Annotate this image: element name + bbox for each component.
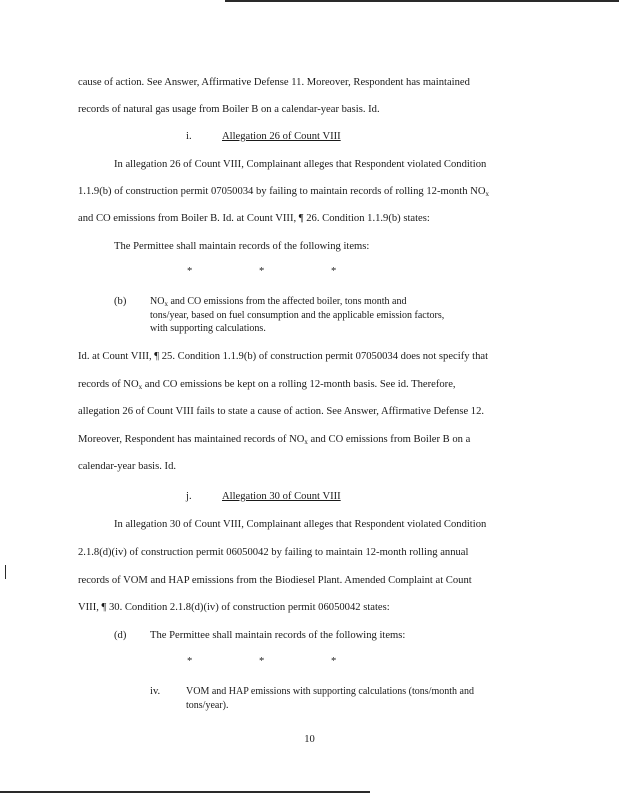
text-span: 1.1.9(b) of construction permit 07050034 by failing to maintain records of rolling 12-month NO	[78, 186, 486, 197]
star: *	[331, 656, 337, 667]
subscript: x	[138, 383, 143, 391]
section-j-number: j.	[186, 491, 192, 502]
body-line-13: 2.1.8(d)(iv) of construction permit 06050042 by failing to maintain 12-month rolling annual	[78, 547, 469, 558]
text-span: records of NO	[78, 379, 139, 390]
section-i-heading: Allegation 26 of Count VIII	[222, 131, 341, 142]
quote-2-line: The Permittee shall maintain records of the following items:	[150, 630, 406, 641]
quote-1-line-3: with supporting calculations.	[150, 323, 266, 334]
star: *	[187, 656, 193, 667]
quote-1-label: (b)	[114, 296, 127, 307]
top-rule	[225, 0, 619, 2]
star: *	[331, 266, 337, 277]
section-j-heading: Allegation 30 of Count VIII	[222, 491, 341, 502]
body-line-11: calendar-year basis. Id.	[78, 461, 177, 472]
quote-3-line-2: tons/year).	[186, 700, 229, 711]
body-line-10	[78, 433, 470, 449]
section-i-number: i.	[186, 131, 192, 142]
text-span: and CO emissions be kept on a rolling 12-month basis. See id. Therefore,	[142, 379, 456, 390]
left-edge-mark	[5, 565, 6, 579]
quote-3-line-1: VOM and HAP emissions with supporting calculations (tons/month and	[186, 686, 474, 697]
body-line-12: In allegation 30 of Count VIII, Complainant alleges that Respondent violated Condition	[114, 519, 487, 530]
quote-1-line-2: tons/year, based on fuel consumption and the applicable emission factors,	[150, 310, 445, 321]
star: *	[259, 266, 265, 277]
body-line-14: records of VOM and HAP emissions from the Biodiesel Plant. Amended Complaint at Count	[78, 575, 472, 586]
text-span: Moreover, Respondent has maintained records of NO	[78, 434, 305, 445]
body-line-8	[78, 378, 456, 394]
text-span: and CO emissions from Boiler B on a	[307, 434, 471, 445]
page-number: 10	[304, 734, 315, 745]
text-span: and CO emissions from the affected boiler, tons month and	[167, 296, 407, 307]
body-line-1: cause of action. See Answer, Affirmative Defense 11. Moreover, Respondent has maintained	[78, 77, 470, 88]
text-span: NO	[150, 296, 165, 307]
body-line-6: The Permittee shall maintain records of the following items:	[114, 241, 370, 252]
body-line-5: and CO emissions from Boiler B. Id. at Count VIII, ¶ 26. Condition 1.1.9(b) states:	[78, 213, 430, 224]
body-line-3: In allegation 26 of Count VIII, Complainant alleges that Respondent violated Condition	[114, 159, 487, 170]
body-line-9: allegation 26 of Count VIII fails to state a cause of action. See Answer, Affirmative Defense 12.	[78, 406, 485, 417]
body-line-7: Id. at Count VIII, ¶ 25. Condition 1.1.9(b) of construction permit 07050034 does not specify that	[78, 351, 489, 362]
subscript: x	[304, 438, 308, 446]
subscript: x	[485, 190, 489, 198]
quote-2-label: (d)	[114, 630, 127, 641]
body-line-15: VIII, ¶ 30. Condition 2.1.8(d)(iv) of construction permit 06050042 states:	[78, 602, 390, 613]
star: *	[187, 266, 193, 277]
bottom-rule	[0, 791, 370, 793]
body-line-2: records of natural gas usage from Boiler B on a calendar-year basis. Id.	[78, 104, 380, 115]
subscript: x	[164, 300, 168, 308]
body-line-4	[78, 185, 489, 201]
star: *	[259, 656, 265, 667]
quote-3-label: iv.	[150, 686, 161, 697]
